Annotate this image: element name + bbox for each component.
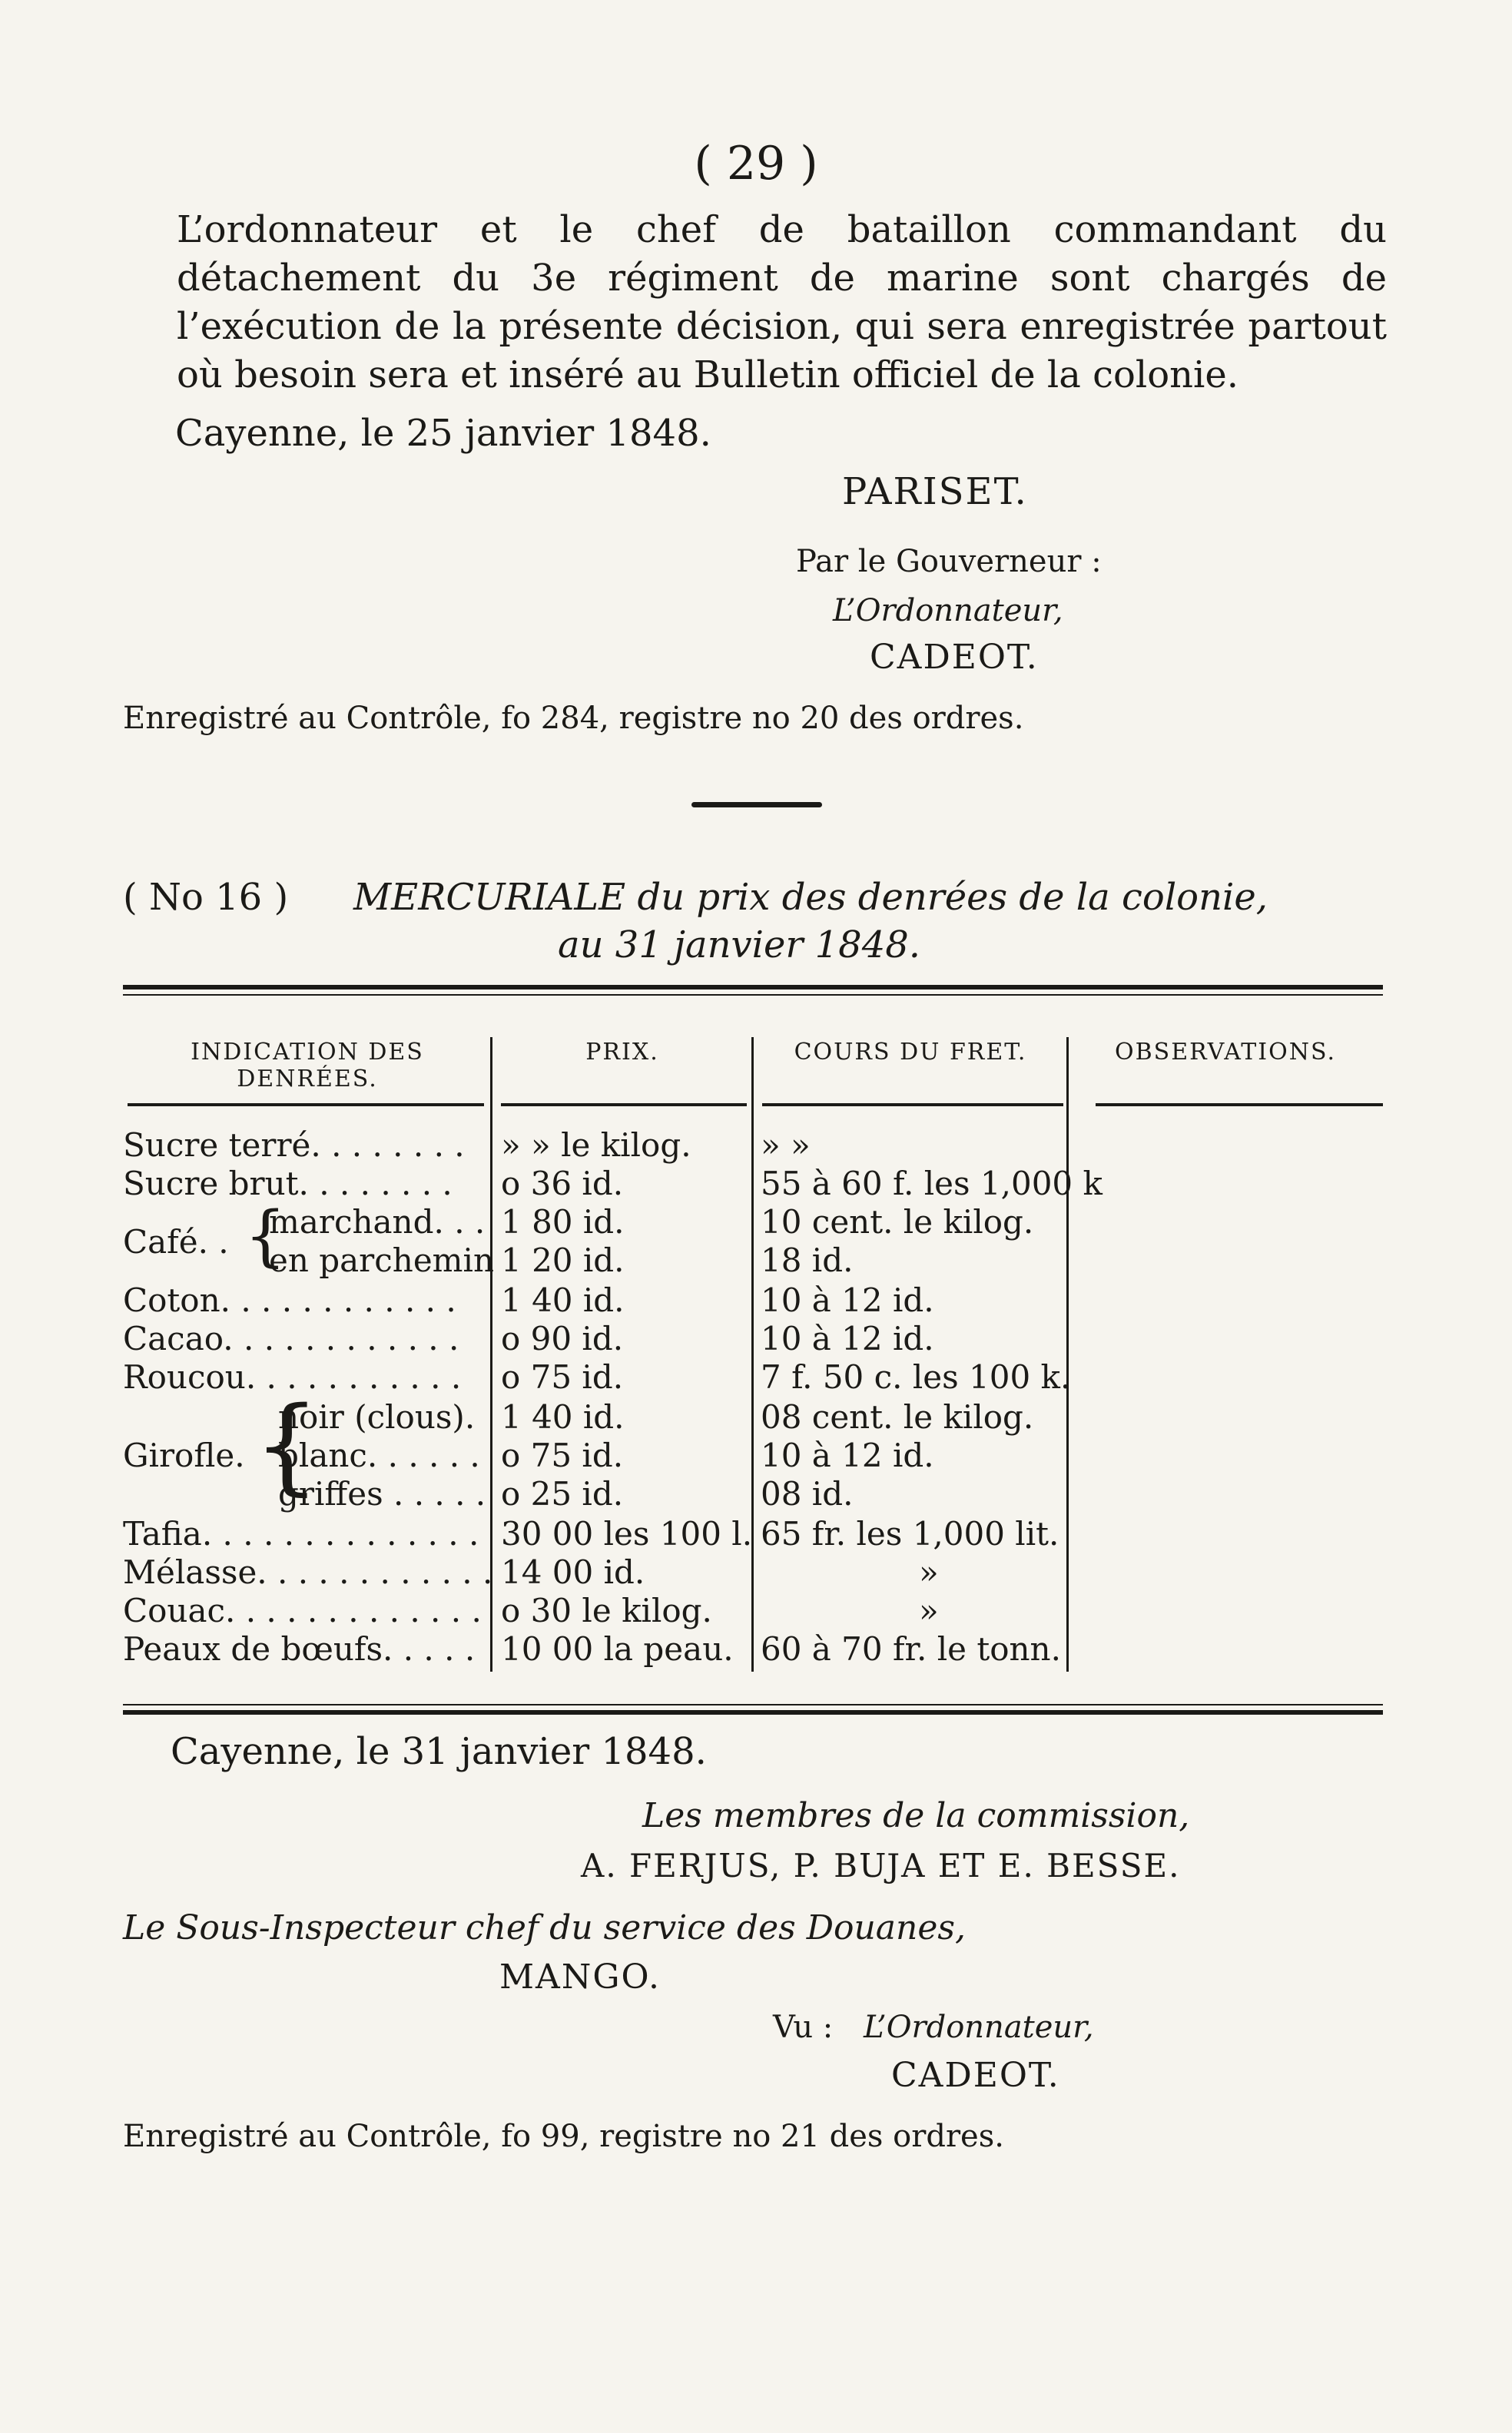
- row-price: 1 40 id.: [501, 1398, 625, 1436]
- header-prix: PRIX.: [585, 1039, 659, 1066]
- row-freight: 10 à 12 id.: [761, 1320, 934, 1357]
- row-item: Peaux de bœufs. . . . .: [123, 1630, 476, 1668]
- row-price: 1 20 id.: [501, 1241, 625, 1279]
- row-price: o 75 id.: [501, 1358, 624, 1396]
- vu-ordonnateur-title: L’Ordonnateur,: [864, 2010, 1094, 2045]
- row-freight: 60 à 70 fr. le tonn.: [761, 1630, 1061, 1668]
- group-label-girofle: Girofle.: [123, 1437, 245, 1474]
- group-label-cafe: Café. .: [123, 1223, 229, 1261]
- row-price: 30 00 les 100 l.: [501, 1515, 753, 1553]
- brace-girofle: {: [254, 1385, 320, 1507]
- douanes-name: MANGO.: [499, 1957, 661, 1997]
- row-freight: 10 à 12 id.: [761, 1281, 934, 1319]
- column-divider-3: [1066, 1037, 1069, 1672]
- row-freight: 18 id.: [761, 1241, 854, 1279]
- column-divider-2: [751, 1037, 754, 1672]
- header-indication: INDICATION DES DENRÉES.: [191, 1039, 424, 1092]
- section-separator: [691, 802, 822, 807]
- row-freight: » »: [761, 1126, 811, 1164]
- row-item: Couac. . . . . . . . . . . . .: [123, 1592, 482, 1629]
- decision-registration: Enregistré au Contrôle, fo 284, registre no 20 des ordres.: [123, 701, 1024, 736]
- row-price: 14 00 id.: [501, 1553, 645, 1591]
- header-rule-2: [501, 1103, 747, 1106]
- row-freight: 08 cent. le kilog.: [761, 1398, 1034, 1436]
- closing-registration: Enregistré au Contrôle, fo 99, registre no 21 des ordres.: [123, 2119, 1004, 2154]
- table-bottom-rule: [123, 1710, 1383, 1715]
- row-price: » » le kilog.: [501, 1126, 691, 1164]
- douanes-title: Le Sous-Inspecteur chef du service des Douanes,: [123, 1908, 966, 1947]
- decision-place-date: Cayenne, le 25 janvier 1848.: [175, 412, 711, 455]
- row-item: marchand. . .: [269, 1203, 486, 1241]
- row-item: noir (clous).: [278, 1398, 476, 1436]
- row-price: 1 80 id.: [501, 1203, 625, 1241]
- row-price: 1 40 id.: [501, 1281, 625, 1319]
- commission-label: Les membres de la commission,: [642, 1796, 1190, 1835]
- header-rule-3: [762, 1103, 1063, 1106]
- mercuriale-title-line1: MERCURIALE du prix des denrées de la colonie,: [353, 876, 1268, 919]
- table-top-rule: [123, 985, 1383, 989]
- mercuriale-number: ( No 16 ): [123, 876, 289, 919]
- row-price: o 90 id.: [501, 1320, 624, 1357]
- row-freight: »: [919, 1553, 939, 1591]
- header-rule-1: [128, 1103, 484, 1106]
- closing-place-date: Cayenne, le 31 janvier 1848.: [171, 1730, 707, 1773]
- row-freight: 7 f. 50 c. les 100 k.: [761, 1358, 1071, 1396]
- row-item: Sucre brut. . . . . . . .: [123, 1165, 453, 1202]
- table-bottom-rule-thin: [123, 1704, 1383, 1705]
- row-item: Roucou. . . . . . . . . . .: [123, 1358, 462, 1396]
- row-price: 10 00 la peau.: [501, 1630, 734, 1668]
- decision-signature: PARISET.: [842, 470, 1028, 513]
- row-freight: 65 fr. les 1,000 lit.: [761, 1515, 1059, 1553]
- row-price: o 30 le kilog.: [501, 1592, 712, 1629]
- row-item: Cacao. . . . . . . . . . . .: [123, 1320, 459, 1357]
- mercuriale-title-line2: au 31 janvier 1848.: [558, 923, 921, 966]
- brace-cafe: {: [244, 1198, 287, 1275]
- vu-label: Vu :: [773, 2010, 834, 2045]
- row-freight: 08 id.: [761, 1475, 854, 1513]
- row-item: Coton. . . . . . . . . . . .: [123, 1281, 456, 1319]
- decision-paragraph: L’ordonnateur et le chef de bataillon commandant du détachement du 3e régiment de marine sont chargés de l’exécution de la présente décision, qui sera enregistrée partout où besoin sera et inséré au Bulletin officiel de la colonie.: [177, 208, 1387, 396]
- header-observations: OBSERVATIONS.: [1115, 1039, 1336, 1066]
- by-governor-label: Par le Gouverneur :: [796, 544, 1102, 579]
- row-freight: 10 cent. le kilog.: [761, 1203, 1034, 1241]
- row-item: griffes . . . . .: [278, 1475, 486, 1513]
- row-price: o 75 id.: [501, 1437, 624, 1474]
- row-item: Mélasse. . . . . . . . . . . .: [123, 1553, 493, 1591]
- row-freight: 55 à 60 f. les 1,000 k: [761, 1165, 1102, 1202]
- table-top-rule-thin: [123, 994, 1383, 996]
- row-freight: 10 à 12 id.: [761, 1437, 934, 1474]
- row-item: Sucre terré. . . . . . . .: [123, 1126, 465, 1164]
- vu-ordonnateur-name: CADEOT.: [891, 2056, 1060, 2095]
- row-price: o 36 id.: [501, 1165, 624, 1202]
- commission-members: A. FERJUS, P. BUJA ET E. BESSE.: [581, 1847, 1181, 1884]
- ordonnateur-title: L’Ordonnateur,: [833, 593, 1063, 628]
- header-cours-du-fret: COURS DU FRET.: [794, 1039, 1027, 1066]
- row-freight: »: [919, 1592, 939, 1629]
- header-rule-4: [1096, 1103, 1383, 1106]
- page-number: ( 29 ): [694, 137, 818, 191]
- row-price: o 25 id.: [501, 1475, 624, 1513]
- ordonnateur-name: CADEOT.: [870, 638, 1039, 677]
- row-item: Tafia. . . . . . . . . . . . . .: [123, 1515, 479, 1553]
- row-item: blanc. . . . . .: [278, 1437, 480, 1474]
- row-item: en parchemin: [269, 1241, 494, 1279]
